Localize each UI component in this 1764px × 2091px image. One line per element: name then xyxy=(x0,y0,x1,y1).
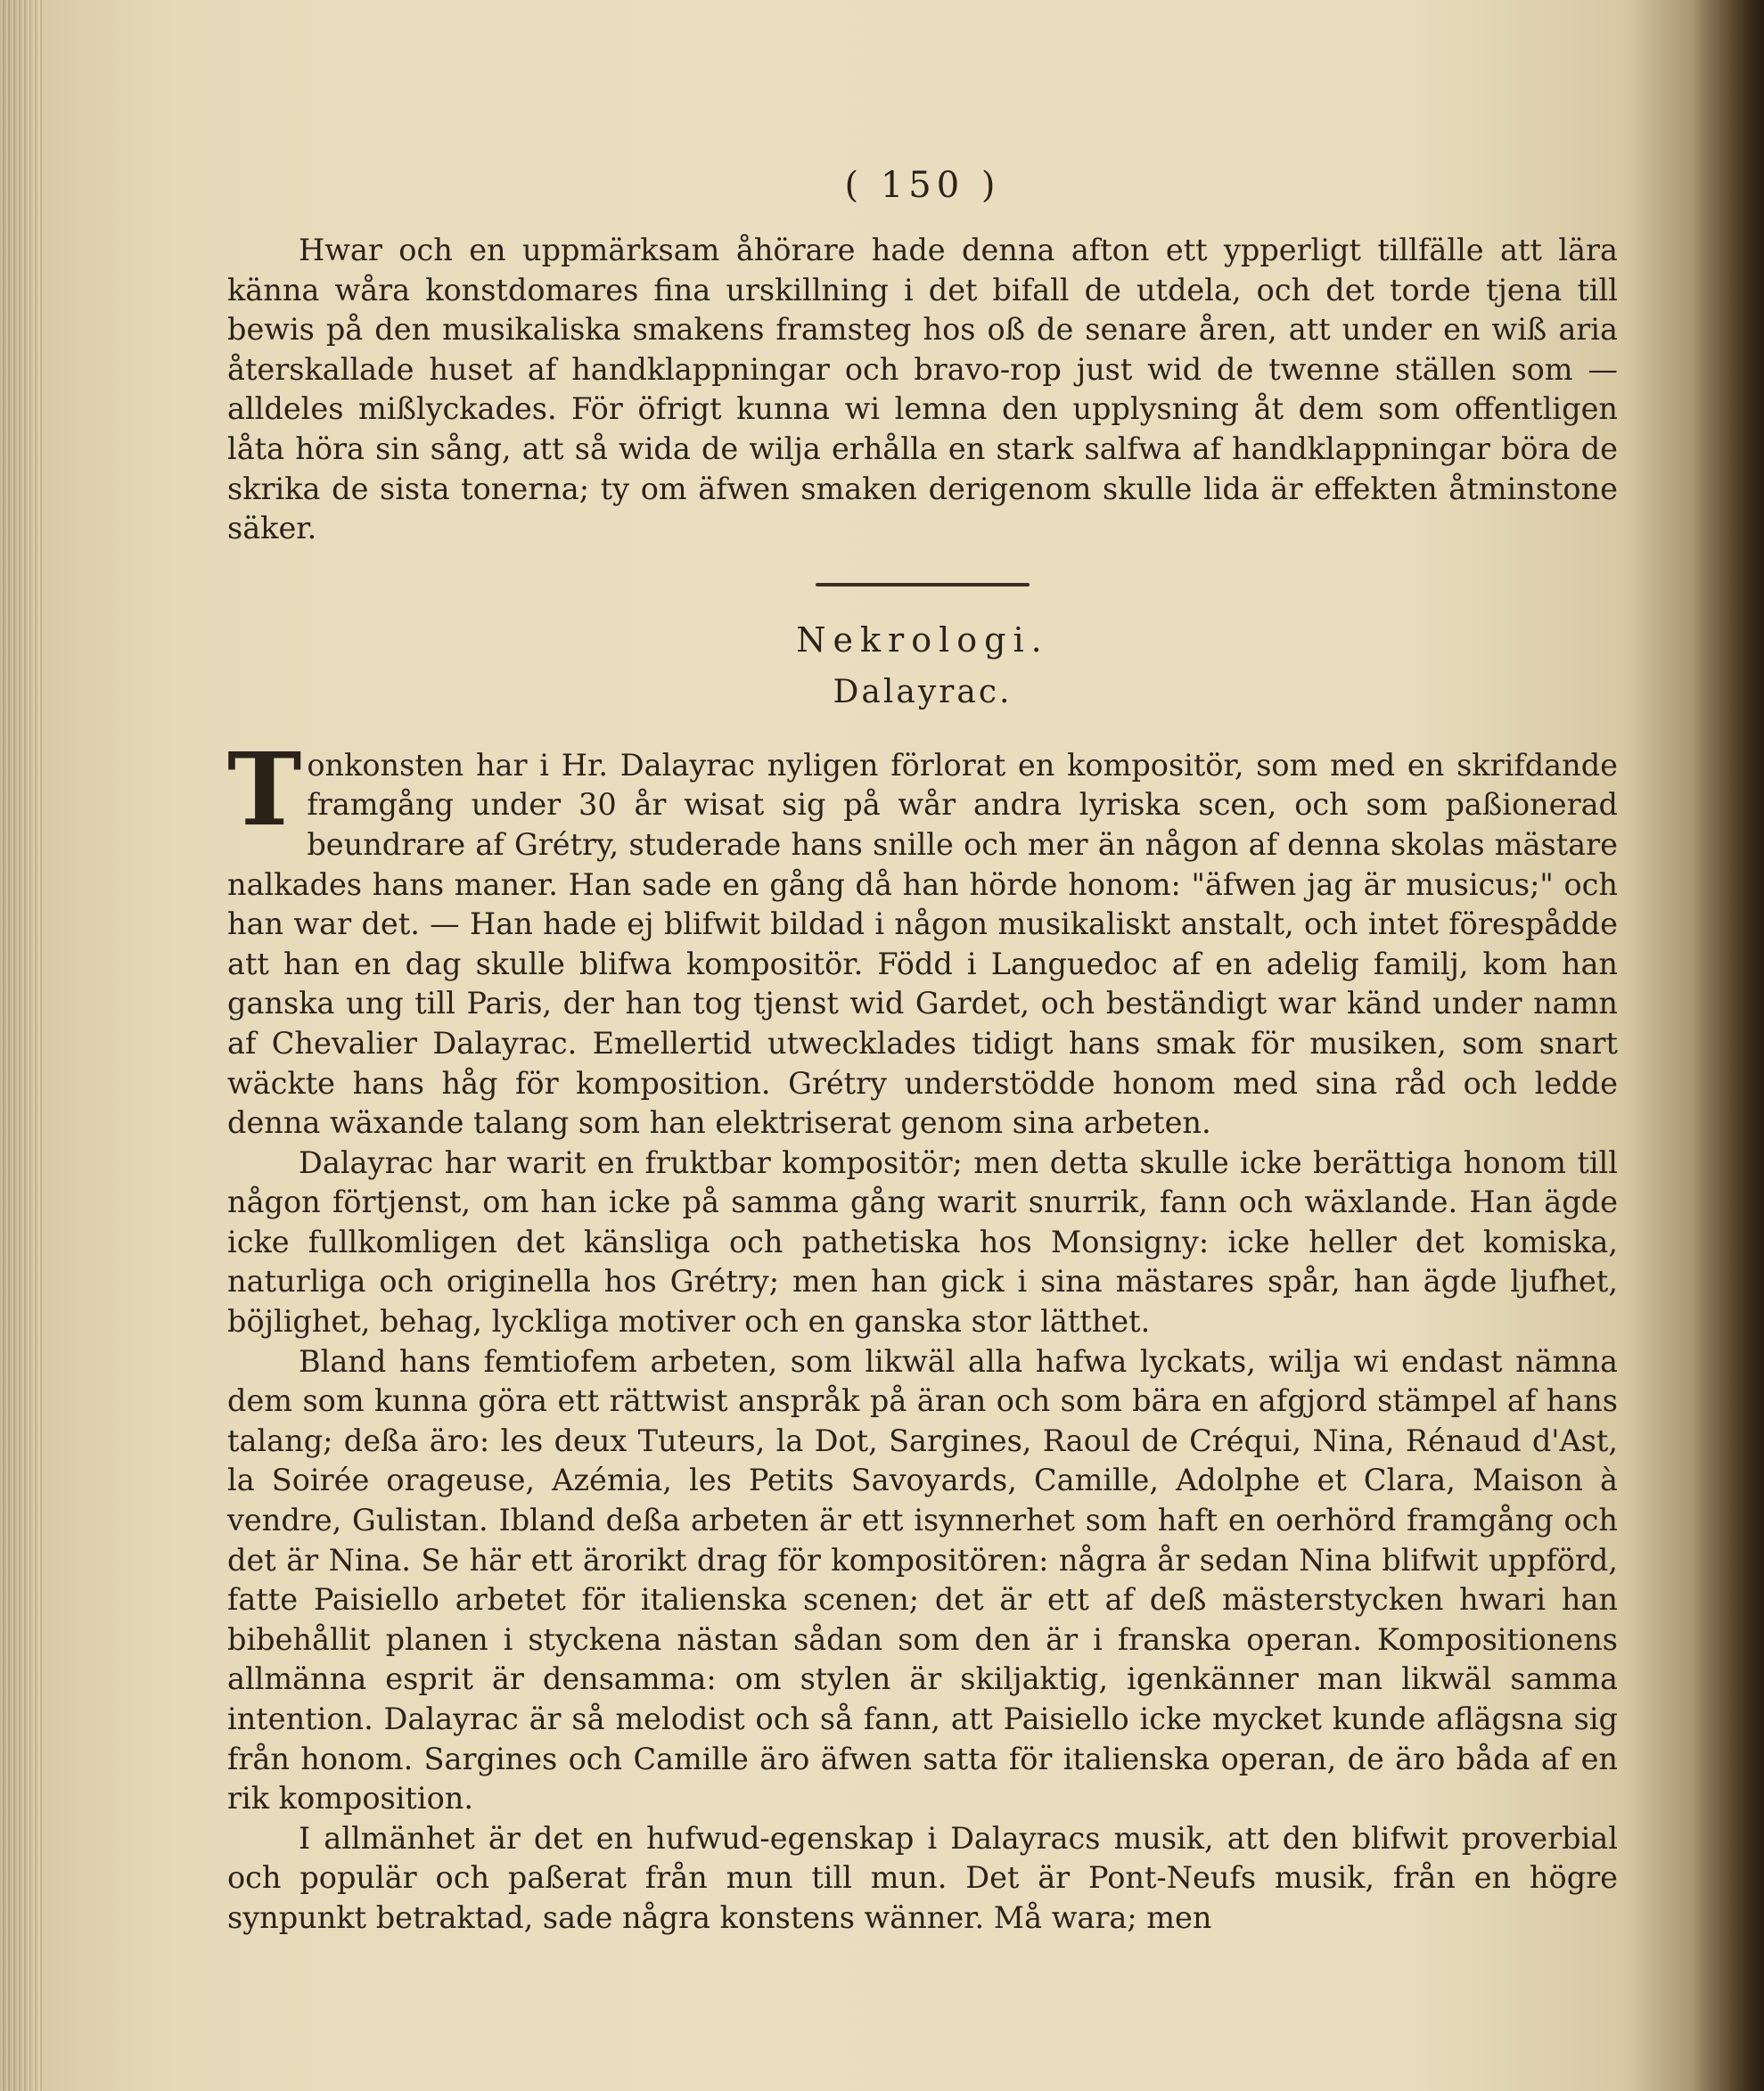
left-page-edge xyxy=(0,0,43,2091)
obituary-paragraph-1 xyxy=(227,731,1618,1144)
section-heading: Nekrologi. xyxy=(796,619,1049,660)
obituary-paragraph-2: Dalayrac har warit en fruktbar kompositör; men detta skulle icke berättiga honom till någon förtjenst, om han icke på samma gång warit snurrik, fann och wäxlande. Han ägde icke fullkomligen det känsliga och pathetiska hos Monsigny: icke heller det komiska, naturliga och originella hos Grétry; men han gick i sina mästares spår, han ägde ljufhet, böjlighet, behag, lyckliga motiver och en ganska stor lätthet. xyxy=(227,1144,1618,1340)
page xyxy=(227,165,1618,2063)
paragraph-text: onkonsten har i Hr. Dalayrac nyligen förlorat en kompositör, som med en skrifdande framgång under 30 år wisat sig på wår andra lyriska scen, och som paßionerad beundrare af Grétry, studerade hans snille och mer än någon af denna skolas mästare nalkades hans maner. Han sade en gång då han hörde honom: "äfwen jag är musicus;" och han war det. — Han hade ej blifwit bildad i någon musikaliskt anstalt, och intet förespådde att han en dag skulle blifwa kompositör. Född i Languedoc af en adelig familj, kom han ganska ung till Paris, der han tog tjenst wid Gardet, och beständigt war känd under namn af Chevalier Dalayrac. Emellertid utwecklades tidigt hans smak för musiken, som snart wäckte hans håg för komposition. Grétry understödde honom med sina råd och ledde denna wäxande talang som han elektriserat genom sina arbeten. xyxy=(227,747,1618,1141)
section-divider xyxy=(816,583,1030,586)
book-gutter xyxy=(1693,0,1764,2091)
obituary-paragraph-4: I allmänhet är det en hufwud-egenskap i Dalayracs musik, att den blifwit proverbial och populär och paßerat från mun till mun. Det är Pont-Neufs musik, från en högre synpunkt betraktad, sade några konstens wänner. Må wara; men xyxy=(227,1820,1618,1935)
subheading: Dalayrac. xyxy=(833,673,1013,710)
drop-cap: T xyxy=(227,731,302,849)
page-number: ( 150 ) xyxy=(844,165,1001,206)
obituary-paragraph-3: Bland hans femtiofem arbeten, som likwäl alla hafwa lyckats, wilja wi endast nämna dem som kunna göra ett rättwist anspråk på äran och som bära en afgjord stämpel af hans talang; deßa äro: les deux Tuteurs, la Dot, Sargines, Raoul de Créqui, Nina, Rénaud d'Ast, la Soirée orageuse, Azémia, les Petits Savoyards, Camille, Adolphe et Clara, Maison à vendre, Gulistan. Ibland deßa arbeten är ett isynnerhet som haft en oerhörd framgång och det är Nina. Se här ett ärorikt drag för kompositören: några år sedan Nina blifwit uppförd, fatte Paisiello arbetet för italienska scenen; det är ett af deß mästerstycken hwari han bibehållit planen i styckena nästan sådan som den är i franska operan. Kompositionens allmänna esprit är densamma: om stylen är skiljaktig, igenkänner man likwäl samma intention. Dalayrac är så melodist och så fann, att Paisiello icke mycket kunde aflägsna sig från honom. Sargines och Camille äro äfwen satta för italienska operan, de äro båda af en rik komposition. xyxy=(227,1343,1618,1816)
intro-paragraph: Hwar och en uppmärksam åhörare hade denna afton ett ypperligt tillfälle att lära känna wåra konstdomares fina urskillning i det bifall de utdela, och det torde tjena till bewis på den musikaliska smakens framsteg hos oß de senare åren, att under en wiß aria återskallade huset af handklappningar och bravo-rop just wid de twenne ställen som — alldeles mißlyckades. För öfrigt kunna wi lemna den upplysning åt dem som offentligen låta höra sin sång, att så wida de wilja erhålla en stark salfwa af handklappningar böra de skrika de sista tonerna; ty om äfwen smaken derigenom skulle lida är effekten åtminstone säker. xyxy=(227,233,1618,546)
